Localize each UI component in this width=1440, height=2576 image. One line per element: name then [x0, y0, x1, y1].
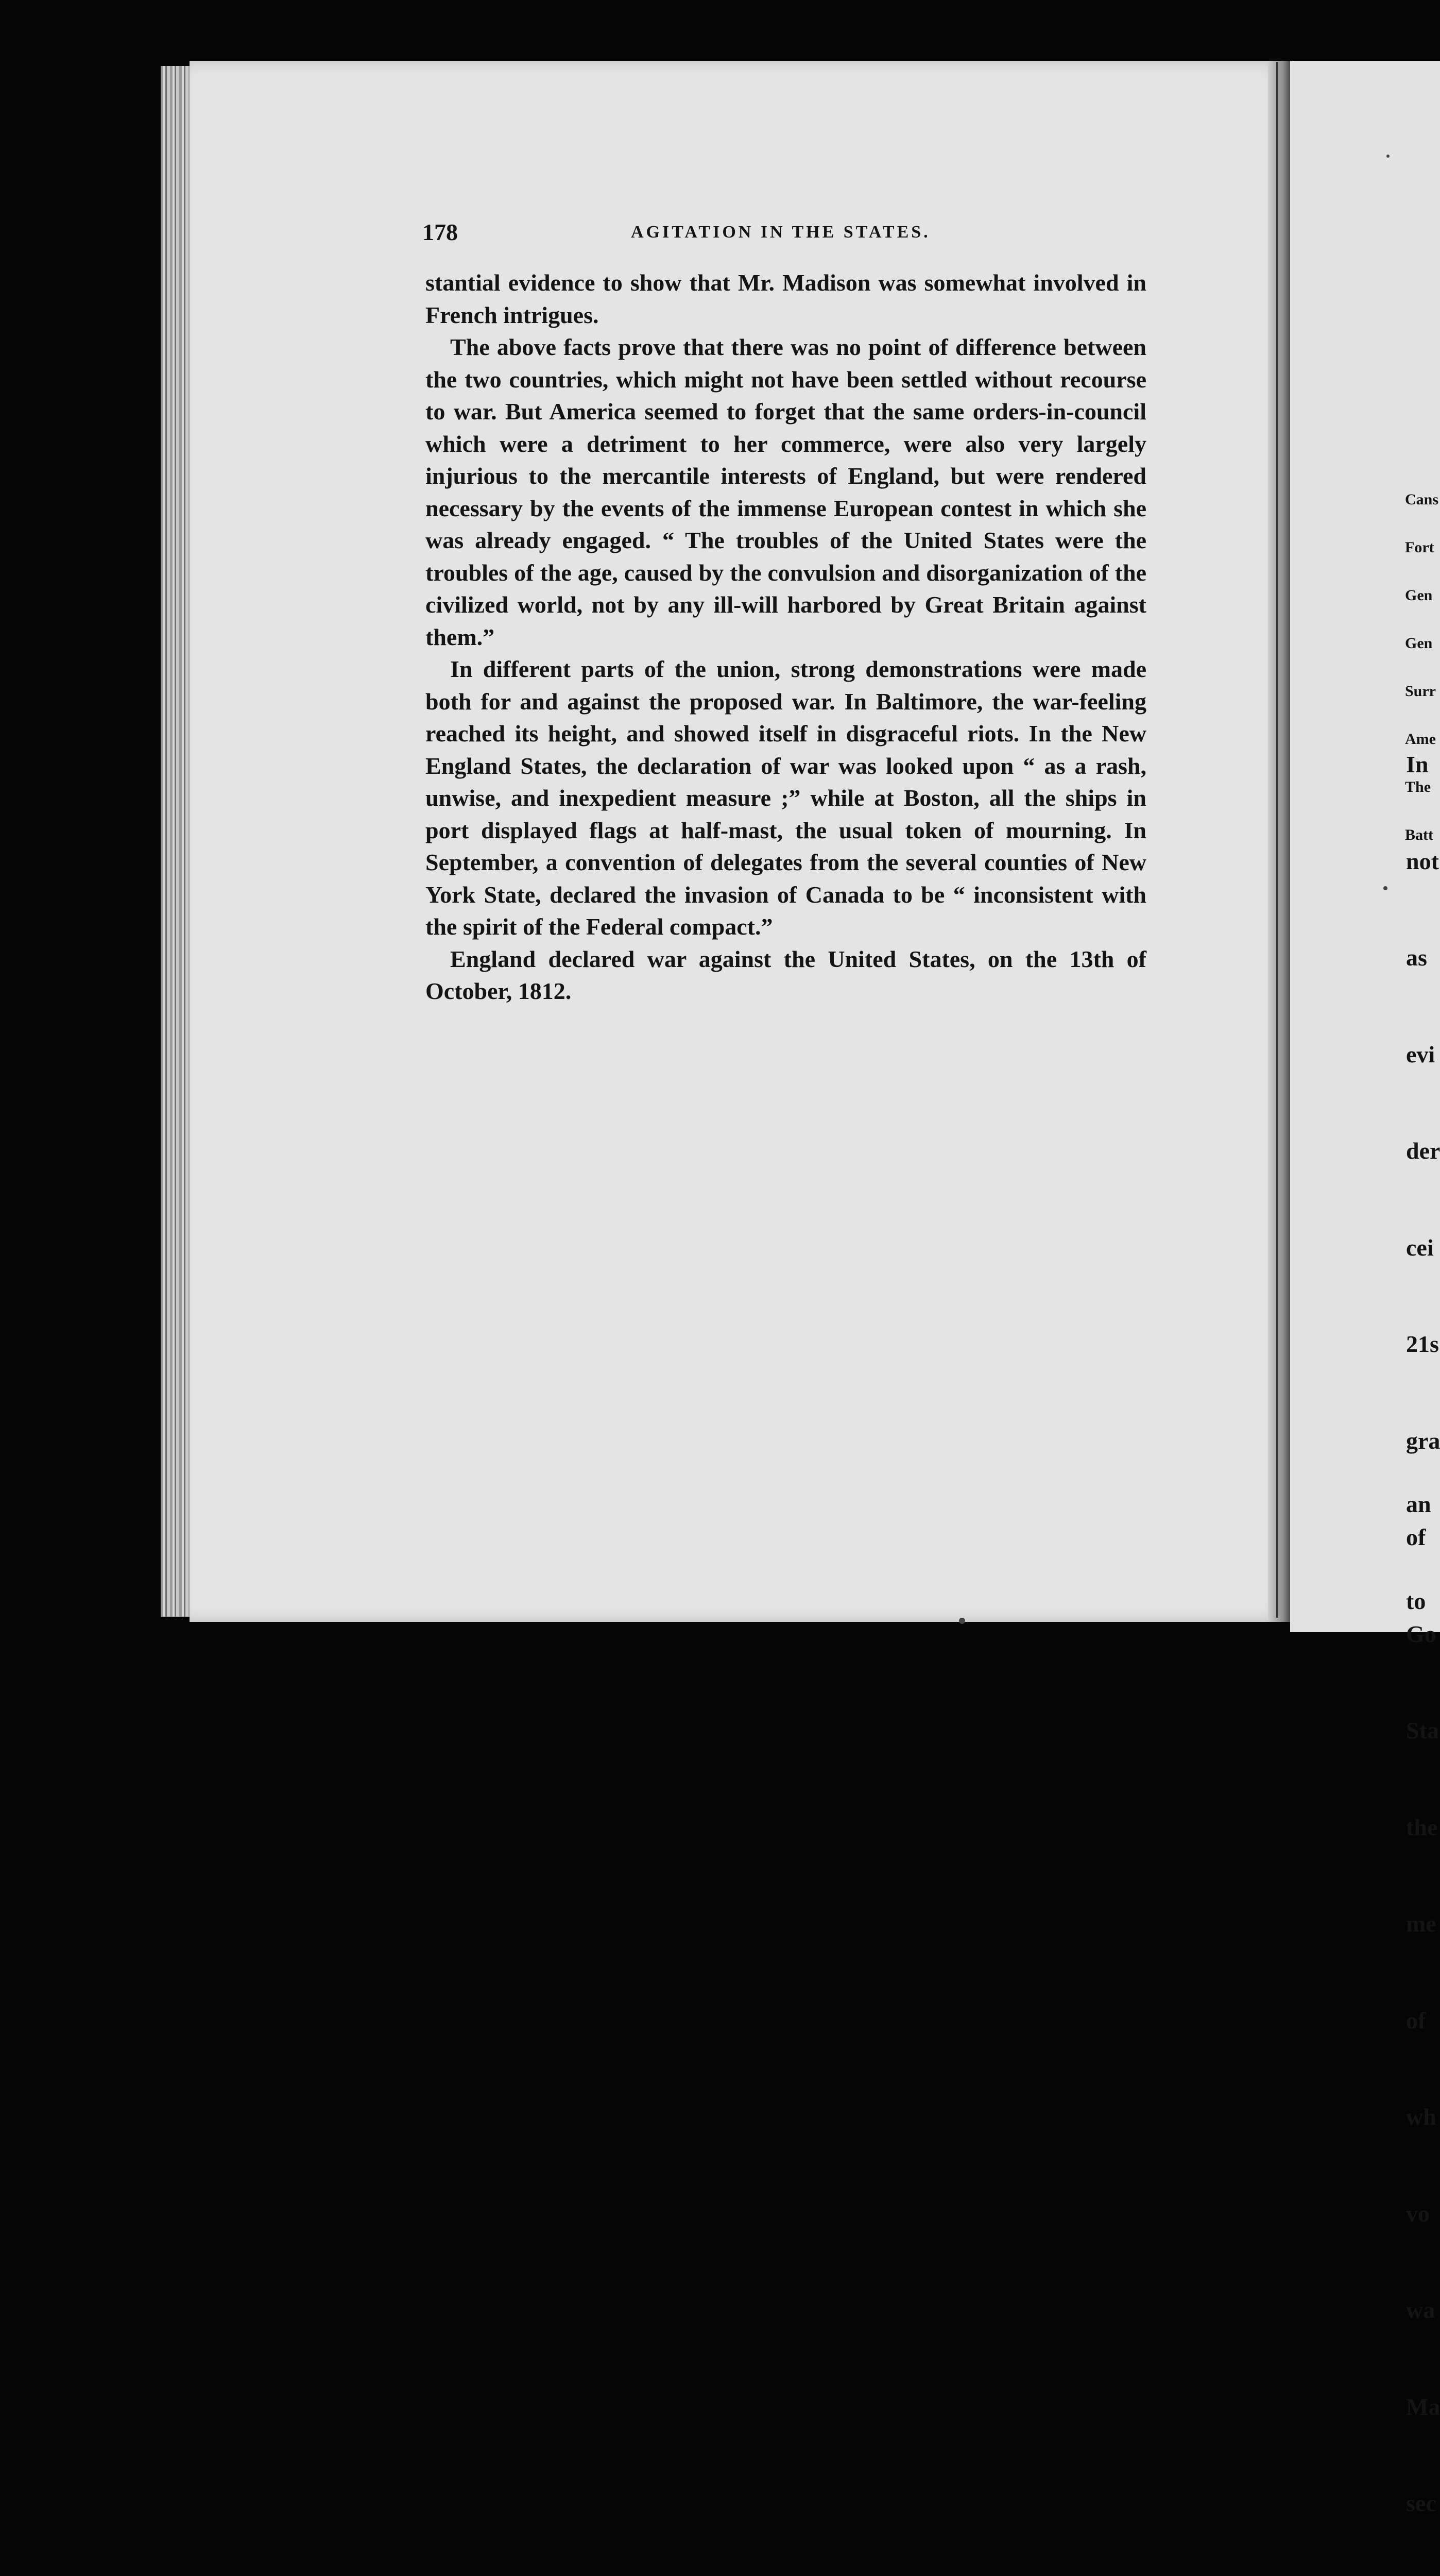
scan-speck	[1386, 155, 1390, 158]
right-page-text-lower	[1406, 1424, 1431, 1650]
paragraph-1: stantial evidence to show that Mr. Madison was somewhat involved in French intrigues.	[425, 269, 1146, 328]
text-line: cei	[1406, 1234, 1434, 1261]
text-line: evi	[1406, 1041, 1435, 1067]
text-line: wa	[1406, 2297, 1435, 2323]
text-line: 21s	[1406, 1331, 1439, 1357]
text-line: In	[1406, 751, 1429, 777]
gutter-line	[1276, 62, 1278, 1618]
text-line: sec	[1406, 2490, 1436, 2516]
summary-line: Ame	[1405, 731, 1436, 748]
summary-line: Fort	[1405, 539, 1434, 556]
paragraph-4: England declared war against the United States, on the 13th of October, 1812.	[425, 945, 1146, 1004]
text-line: not	[1406, 848, 1439, 874]
text-line: an	[1406, 1491, 1431, 1517]
text-line: vo	[1406, 2200, 1430, 2227]
scan-speck	[959, 1618, 965, 1624]
text-line: Go	[1406, 1620, 1436, 1647]
running-title: AGITATION IN THE STATES.	[631, 223, 931, 242]
book-page-edges	[161, 66, 192, 1617]
paragraph-2: The above facts prove that there was no point of difference between the two countries, which might not have been settled without recourse to war. But America seemed to forget that the same orders-in-council which were a detriment to her commerce, were also very largely injurious to the mercantile interests of England, but were rendered necessary by the events of the immense European contest in which she was already engaged. “ The troubles of the United States were the troubles of the age, caused by the convulsion and disorganization of the civilized world, not by any ill-will harbored by Great Britain against them.”	[425, 334, 1146, 650]
paragraph-3: In different parts of the union, strong demonstrations were made both for and against the proposed war. In Baltimore, the war-feeling reached its height, and showed itself in disgraceful riots. In the New England States, the declaration of war was looked upon “ as a rash, unwise, and inexpedient measure ;” while at Boston, all the ships in port displayed flags at half-mast, the usual token of mourning. In September, a convention of delegates from the several counties of New York State, declared the invasion of Canada to be “ inconsistent with the spirit of the Federal compact.”	[425, 656, 1146, 940]
page-number: 178	[422, 219, 458, 245]
text-line: as	[1406, 944, 1427, 971]
text-line: of	[1406, 2007, 1426, 2033]
text-line: me	[1406, 1910, 1436, 1937]
summary-line: The	[1405, 778, 1431, 795]
text-line: to	[1406, 1587, 1426, 1614]
text-line: wh	[1406, 2104, 1436, 2130]
text-line: of	[1406, 1524, 1426, 1550]
scan-speck	[1383, 886, 1387, 890]
body-text	[425, 267, 1146, 1008]
text-line: Ma	[1406, 2393, 1440, 2420]
text-line: the	[1406, 1814, 1438, 1840]
summary-line: Cans	[1405, 491, 1439, 508]
summary-line: Batt	[1405, 826, 1433, 843]
summary-line: Surr	[1405, 683, 1436, 700]
summary-line: Gen	[1405, 635, 1433, 652]
summary-line: Gen	[1405, 587, 1433, 604]
text-line: gra	[1406, 1427, 1440, 1454]
text-line: Sta	[1406, 1717, 1439, 1743]
text-line: der	[1406, 1138, 1440, 1164]
